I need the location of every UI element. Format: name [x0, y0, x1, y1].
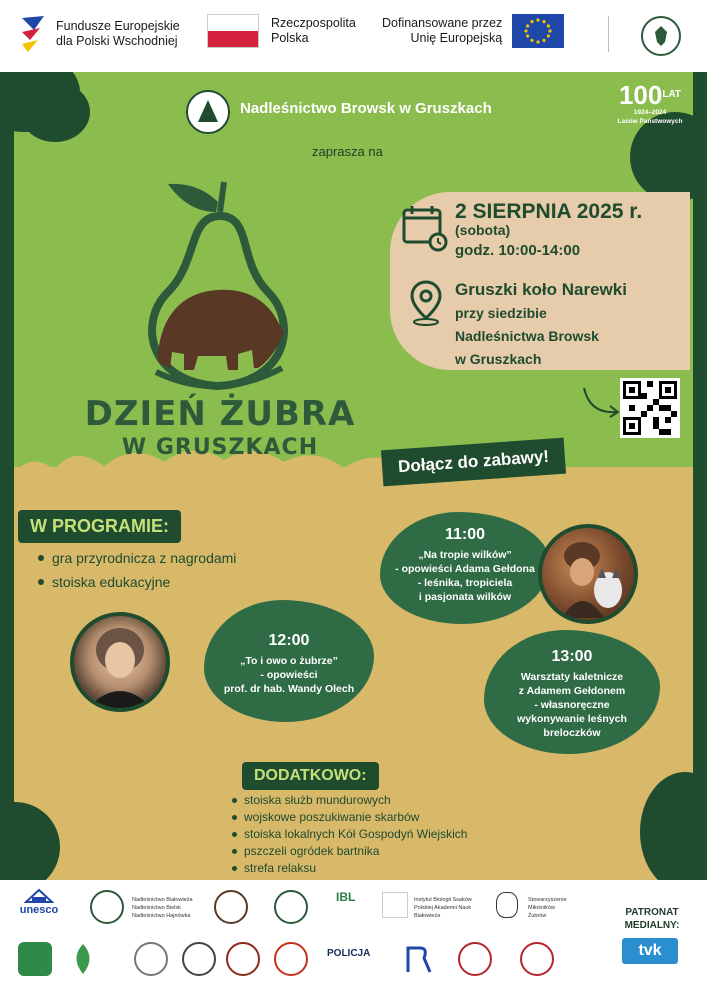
session-line: - własnoręczne [534, 699, 610, 711]
session-line: - leśnika, tropiciela [417, 577, 513, 589]
join-banner: Dołącz do zabawy! [381, 438, 566, 487]
emblem-logo-1 [134, 942, 168, 976]
smz-line: Żubrów [528, 913, 547, 919]
session-line: - opowieści Adama Gełdona [395, 563, 535, 575]
ruk-logo [404, 942, 434, 974]
pan-line: Białowieża [414, 913, 441, 919]
poster [0, 72, 707, 880]
smz-text [528, 896, 567, 920]
session-line: „Na tropie wilków” [418, 549, 512, 561]
address-line: w Gruszkach [455, 351, 542, 367]
rp-line1: Rzeczpospolita [271, 16, 356, 30]
session-1300 [484, 630, 660, 754]
polish-flag-icon [207, 14, 259, 48]
event-place: Gruszki koło Narewki [455, 280, 627, 299]
eu-logo-group [382, 14, 564, 48]
event-title-line1: DZIEŃ ŻUBRA [84, 394, 356, 434]
arrow-to-qr-icon [580, 384, 624, 424]
media-patronage-label: PATRONAT MEDIALNY: [624, 907, 680, 931]
extras-list [232, 792, 467, 877]
pan-logo [382, 892, 408, 918]
event-address [455, 302, 599, 371]
invites-text: zaprasza na [312, 144, 383, 159]
fire-brigade-logo [274, 942, 308, 976]
bison-reserve-logo [274, 890, 308, 924]
session-line: i pasjonata wilków [418, 591, 512, 603]
pan-line: Polskiej Akademii Nauk [414, 905, 472, 911]
list-item: stoiska lokalnych Kół Gospodyń Wiejskich [232, 826, 467, 843]
photo-wanda-olech [70, 612, 170, 712]
program-list [38, 546, 236, 594]
eu-funding-bar [0, 0, 707, 72]
fe-line2: dla Polski Wschodniej [56, 34, 178, 48]
session-time: 12:00 [268, 632, 310, 649]
policja-logo: POLICJA [327, 948, 371, 959]
photo-adam-geldon [538, 524, 638, 624]
kgw-logo-1 [458, 942, 492, 976]
session-line: Warsztaty kaletnicze [520, 671, 624, 683]
lasy-panstwowe-partner-logo [90, 890, 124, 924]
list-item: strefa relaksu [232, 860, 467, 877]
bison-shield-logo [18, 942, 52, 976]
forest-district-logo [214, 890, 248, 924]
address-line: Nadleśnictwa Browsk [455, 328, 599, 344]
organizer-title: Nadleśnictwo Browsk w Gruszkach [240, 100, 492, 117]
fe-logo-group [20, 14, 180, 54]
anniversary-number: 100 [618, 80, 663, 110]
eu-line2: Unię Europejską [410, 31, 503, 45]
list-item: gra przyrodnicza z nagrodami [38, 546, 236, 570]
tvk-logo: tvk [622, 938, 678, 964]
list-item: stoiska służb mundurowych [232, 792, 467, 809]
session-line: wykonywanie leśnych [517, 713, 627, 725]
session-line: z Adamem Gełdonem [518, 685, 626, 697]
event-title-line2: W GRUSZKACH [121, 435, 319, 460]
anniversary-caption: Lasów Państwowych [617, 118, 683, 125]
nadlesnictwo-name: Nadleśnictwo Białowieża [132, 897, 193, 903]
fe-flag-icon [20, 14, 46, 54]
session-line: - opowieści [260, 669, 318, 681]
session-time: 13:00 [551, 648, 593, 665]
session-time: 11:00 [444, 526, 486, 543]
nadlesnictwo-name: Nadleśnictwo Bielsk [132, 905, 181, 911]
extras-heading: DODATKOWO: [242, 762, 379, 790]
pan-text [414, 896, 472, 920]
session-line: breloczków [543, 727, 601, 739]
nadlesnictwo-name: Nadleśnictwo Hajnówka [132, 913, 191, 919]
pan-line: Instytut Biologii Ssaków [414, 897, 472, 903]
nadlesnictwa-list [132, 896, 193, 920]
event-day: (sobota) [455, 222, 511, 238]
topbar-divider [608, 16, 609, 52]
address-line: przy siedzibie [455, 305, 547, 321]
list-item: wojskowe poszukiwanie skarbów [232, 809, 467, 826]
pear-bison-illustration [128, 172, 308, 402]
session-line: „To i owo o żubrze” [240, 655, 338, 667]
tree-top-left-2 [20, 82, 90, 142]
anniversary-lat: LAT [662, 89, 682, 100]
eu-flag-icon [512, 14, 564, 48]
list-item: pszczeli ogródek bartnika [232, 843, 467, 860]
unesco-label: unesco [19, 904, 59, 916]
eu-line1: Dofinansowane przez [382, 16, 503, 30]
smz-line: Miłośników [528, 905, 555, 911]
leaf-logo [70, 942, 96, 976]
ibl-label: IBL [336, 890, 356, 904]
ibl-logo [336, 890, 355, 904]
location-pin-icon [408, 278, 444, 326]
smz-line: Stowarzyszenie [528, 897, 567, 903]
rp-line2: Polska [271, 31, 309, 45]
lasy-panstwowe-logo [186, 90, 230, 134]
anniversary-logo [610, 82, 690, 126]
rp-logo-group [207, 14, 356, 48]
list-item: stoiska edukacyjne [38, 570, 236, 594]
unesco-logo [14, 888, 64, 916]
event-title [80, 394, 360, 462]
left-frame [0, 72, 14, 880]
army-eagle-logo [182, 942, 216, 976]
calendar-icon [402, 204, 448, 252]
qr-code[interactable] [620, 378, 680, 438]
eagle-emblem-icon [641, 16, 681, 56]
anniversary-years: 1924–2024 [633, 109, 667, 116]
fe-line1: Fundusze Europejskie [56, 19, 180, 33]
emblem-logo-2 [226, 942, 260, 976]
event-time: godz. 10:00-14:00 [455, 242, 581, 259]
kgw-logo-2 [520, 942, 554, 976]
session-line: prof. dr hab. Wandy Olech [223, 683, 355, 695]
event-date: 2 SIERPNIA 2025 r. [455, 200, 643, 223]
program-heading: W PROGRAMIE: [18, 510, 181, 543]
smz-bison-icon [496, 892, 518, 918]
partners-bar [0, 880, 707, 1000]
